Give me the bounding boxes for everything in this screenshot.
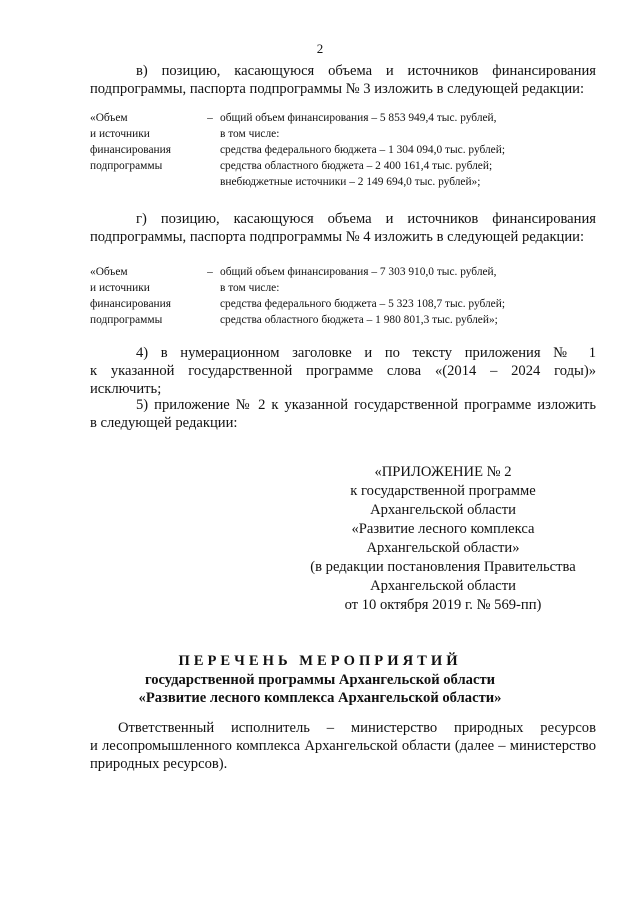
paragraph-line: 5) приложение № 2 к указанной государственной программе изложить <box>136 397 596 413</box>
paragraph-line: природных ресурсов). <box>90 756 228 772</box>
label-line: подпрограммы <box>90 160 163 172</box>
table-dash: – <box>207 112 213 124</box>
value-line: общий объем финансирования – 7 303 910,0 тыс. рублей, <box>220 266 497 278</box>
value-line: в том числе: <box>220 128 280 140</box>
appendix-line: к государственной программе <box>350 483 536 499</box>
paragraph-line: г) позицию, касающуюся объема и источников финансирования <box>136 211 596 227</box>
appendix-header <box>300 463 586 615</box>
label-line: «Объем <box>90 112 128 124</box>
section-subtitle: государственной программы Архангельской области <box>144 672 496 688</box>
paragraph-responsible <box>90 719 596 773</box>
label-line: «Объем <box>90 266 128 278</box>
table-values <box>220 110 600 190</box>
appendix-line: Архангельской области» <box>366 540 520 556</box>
paragraph-line: исключить; <box>90 381 162 397</box>
paragraph-line: к указанной государственной программе слова «(2014 – 2024 годы)» <box>90 363 596 379</box>
label-line: и источники <box>90 282 150 294</box>
table-dash: – <box>207 266 213 278</box>
value-line: средства федерального бюджета – 1 304 094,0 тыс. рублей; <box>220 144 506 156</box>
appendix-line: Архангельской области <box>370 578 516 594</box>
passport-table-subprogram-3 <box>90 110 596 192</box>
paragraph-line: 4) в нумерационном заголовке и по тексту приложения № 1 <box>136 345 596 361</box>
value-line: внебюджетные источники – 2 149 694,0 тыс. рублей»; <box>220 176 481 188</box>
appendix-line: (в редакции постановления Правительства <box>310 559 576 575</box>
passport-table-subprogram-4 <box>90 264 596 330</box>
page-number: 2 <box>316 41 324 56</box>
value-line: общий объем финансирования – 5 853 949,4 тыс. рублей, <box>220 112 497 124</box>
appendix-line: «ПРИЛОЖЕНИЕ № 2 <box>374 464 512 480</box>
value-line: средства федерального бюджета – 5 323 108,7 тыс. рублей; <box>220 298 506 310</box>
label-line: финансирования <box>90 298 171 310</box>
label-line: и источники <box>90 128 150 140</box>
paragraph-line: в) позицию, касающуюся объема и источников финансирования <box>136 63 596 79</box>
appendix-line: от 10 октября 2019 г. № 569-пп) <box>344 597 542 613</box>
table-label <box>90 264 200 328</box>
table-label <box>90 110 200 174</box>
paragraph-item-g <box>90 210 596 246</box>
paragraph-line: в следующей редакции: <box>90 415 238 431</box>
paragraph-item-5 <box>90 396 596 432</box>
paragraph-line: подпрограммы, паспорта подпрограммы № 4 изложить в следующей редакции: <box>90 229 585 245</box>
table-values <box>220 264 600 328</box>
value-line: средства областного бюджета – 1 980 801,3 тыс. рублей»; <box>220 314 498 326</box>
value-line: средства областного бюджета – 2 400 161,4 тыс. рублей; <box>220 160 493 172</box>
paragraph-line: Ответственный исполнитель – министерство природных ресурсов <box>118 720 596 736</box>
label-line: финансирования <box>90 144 171 156</box>
paragraph-line: и лесопромышленного комплекса Архангельской области (далее – министерство <box>90 738 596 754</box>
section-subtitle: «Развитие лесного комплекса Архангельской области» <box>138 690 502 706</box>
label-line: подпрограммы <box>90 314 163 326</box>
paragraph-line: подпрограммы, паспорта подпрограммы № 3 изложить в следующей редакции: <box>90 81 585 97</box>
paragraph-item-v <box>90 62 596 98</box>
appendix-line: Архангельской области <box>370 502 516 518</box>
appendix-line: «Развитие лесного комплекса <box>351 521 535 537</box>
value-line: в том числе: <box>220 282 280 294</box>
section-title: ПЕРЕЧЕНЬ МЕРОПРИЯТИЙ <box>178 653 462 669</box>
paragraph-item-4 <box>90 344 596 398</box>
